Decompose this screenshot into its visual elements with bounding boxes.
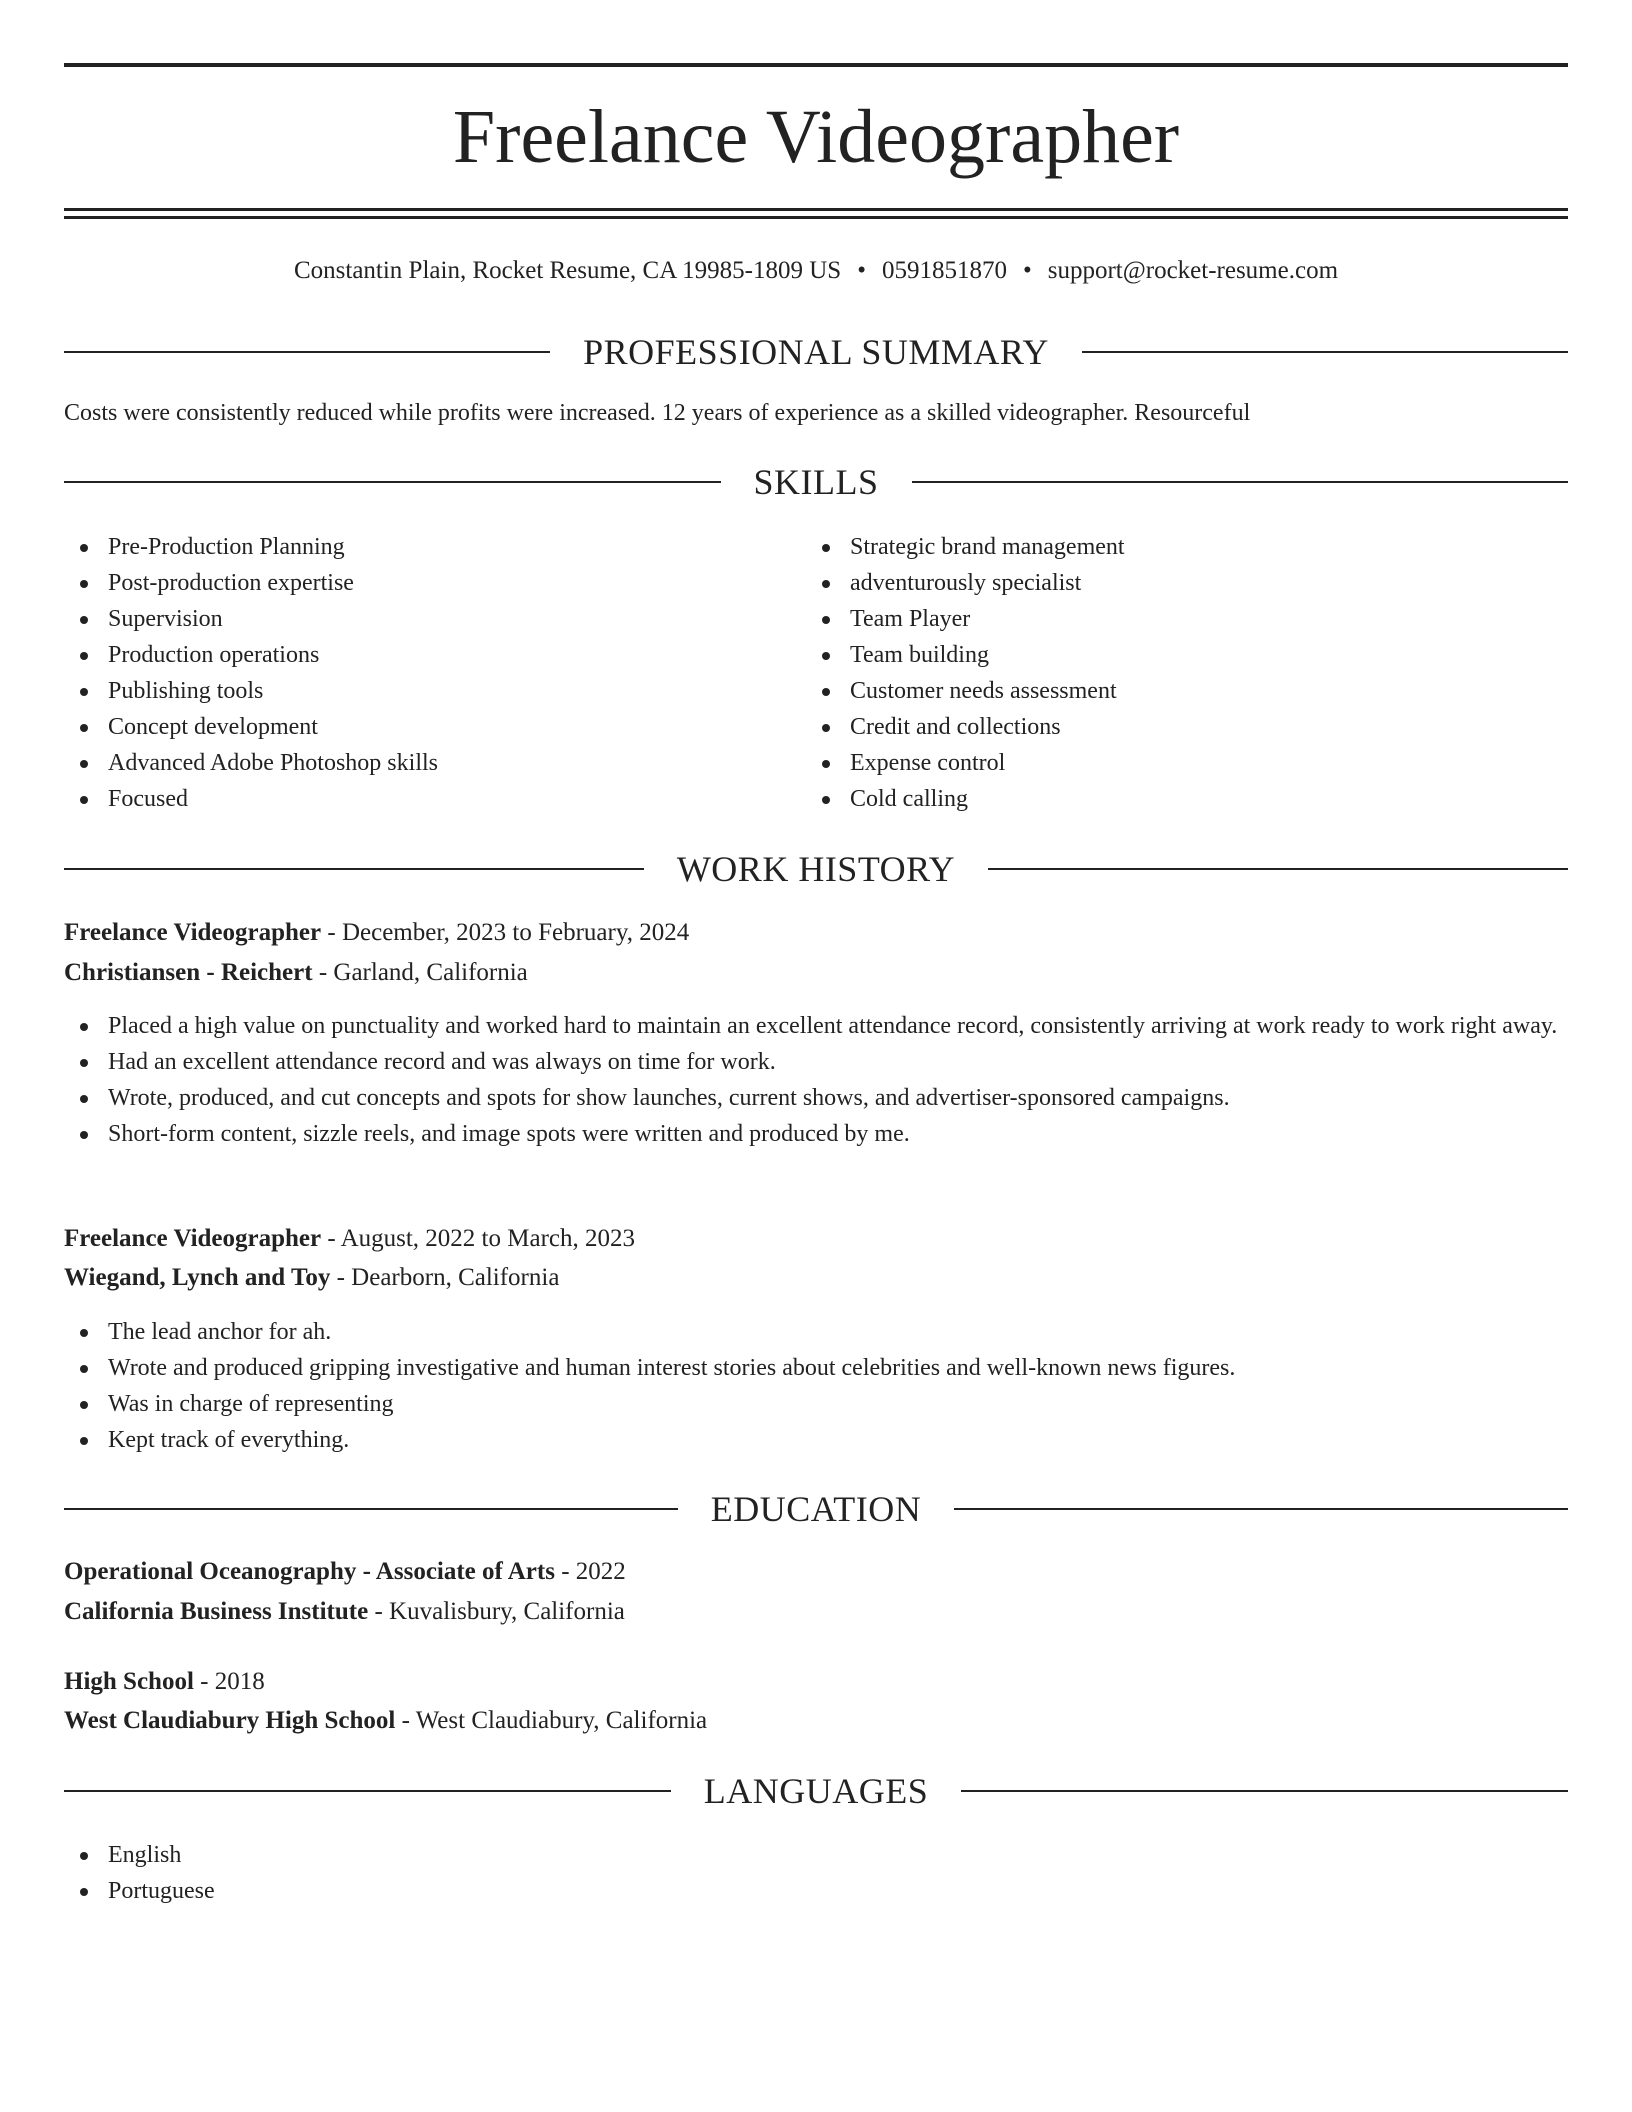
skill-item: Publishing tools [64,673,764,709]
education-year: - 2022 [554,1558,626,1585]
contact-address: Constantin Plain, Rocket Resume, CA 19985-1809 US [293,257,842,284]
education-degree-line [64,1554,1568,1590]
section-title: SKILLS [753,462,879,502]
contact-phone: 0591851870 [881,257,1007,284]
heading-rule [64,351,550,353]
education-degree: High School [64,1668,194,1695]
job-bullet: Wrote and produced gripping investigative and human interest stories about celebrities and well-known news figures. [64,1350,1568,1386]
job-title: Freelance Videographer [64,1225,322,1252]
job-dates: - December, 2023 to February, 2024 [321,919,690,946]
contact-separator: • [857,257,866,284]
job-bullet: Had an excellent attendance record and was always on time for work. [64,1044,1568,1080]
contact-email: support@rocket-resume.com [1047,257,1339,284]
education-school-line [64,1703,1568,1739]
job-bullet: Wrote, produced, and cut concepts and spots for show launches, current shows, and advertiser-sponsored campaigns. [64,1080,1568,1116]
job-company-line [64,955,1568,991]
contact-line [64,254,1568,288]
education-location: - Kuvalisbury, California [368,1598,625,1625]
job-bullet: Short-form content, sizzle reels, and image spots were written and produced by me. [64,1116,1568,1152]
job-location: - Garland, California [312,959,528,986]
section-title: EDUCATION [710,1489,922,1529]
job-title-line [64,915,1568,951]
job-bullet: Kept track of everything. [64,1422,1568,1458]
title-rule-lower [64,216,1568,219]
job-bullets [64,1008,1568,1152]
job-bullets [64,1314,1568,1458]
heading-rule [64,1790,671,1792]
education-school: West Claudiabury High School [64,1707,396,1734]
section-heading-skills [64,460,1568,504]
job-company: Christiansen - Reichert [64,959,313,986]
job-company: Wiegand, Lynch and Toy [64,1264,331,1291]
job-bullet: Placed a high value on punctuality and worked hard to maintain an excellent attendance record, consistently arriving at work ready to work right away. [64,1008,1568,1044]
title-rule-upper [64,208,1568,211]
resume-title: Freelance Videographer [452,95,1180,179]
section-title: WORK HISTORY [676,849,956,889]
skill-item: Advanced Adobe Photoshop skills [64,745,764,781]
section-title: LANGUAGES [703,1771,929,1811]
skills-column-left [64,529,764,817]
skill-item: Concept development [64,709,764,745]
skill-item: Supervision [64,601,764,637]
heading-rule [64,868,644,870]
skill-item: Post-production expertise [64,565,764,601]
skill-item: Credit and collections [806,709,1506,745]
job-title-line [64,1221,1568,1257]
language-list [64,1837,1568,1909]
skill-item: Pre-Production Planning [64,529,764,565]
education-year: - 2018 [193,1668,265,1695]
section-heading-education [64,1487,1568,1531]
job-bullet: The lead anchor for ah. [64,1314,1568,1350]
top-rule [64,63,1568,67]
skill-item: Customer needs assessment [806,673,1506,709]
skill-item: Strategic brand management [806,529,1506,565]
skill-item: Cold calling [806,781,1506,817]
heading-rule [988,868,1568,870]
contact-separator: • [1022,257,1032,284]
language-item: Portuguese [64,1873,1568,1909]
heading-rule [961,1790,1568,1792]
heading-rule [64,1508,678,1510]
job-location: - Dearborn, California [330,1264,560,1291]
heading-rule [64,481,721,483]
job-title: Freelance Videographer [64,919,322,946]
skills-column-right [806,529,1506,817]
language-item: English [64,1837,1568,1873]
heading-rule [954,1508,1568,1510]
skill-item: Team building [806,637,1506,673]
job-company-line [64,1260,1568,1296]
skill-item: Team Player [806,601,1506,637]
section-title: PROFESSIONAL SUMMARY [583,332,1049,372]
section-heading-work [64,847,1568,891]
skill-item: Focused [64,781,764,817]
skill-item: Expense control [806,745,1506,781]
job-bullet: Was in charge of representing [64,1386,1568,1422]
job-dates: - August, 2022 to March, 2023 [321,1225,635,1252]
summary-text: Costs were consistently reduced while profits were increased. 12 years of experience as a skilled videographer. Resourceful [64,400,1251,426]
education-location: - West Claudiabury, California [395,1707,708,1734]
heading-rule [912,481,1569,483]
education-school: California Business Institute [64,1598,369,1625]
heading-rule [1082,351,1568,353]
education-school-line [64,1594,1568,1630]
education-degree: Operational Oceanography - Associate of Arts [64,1558,555,1585]
education-degree-line [64,1664,1568,1700]
section-heading-languages [64,1769,1568,1813]
skill-item: adventurously specialist [806,565,1506,601]
skill-item: Production operations [64,637,764,673]
section-heading-summary [64,330,1568,374]
